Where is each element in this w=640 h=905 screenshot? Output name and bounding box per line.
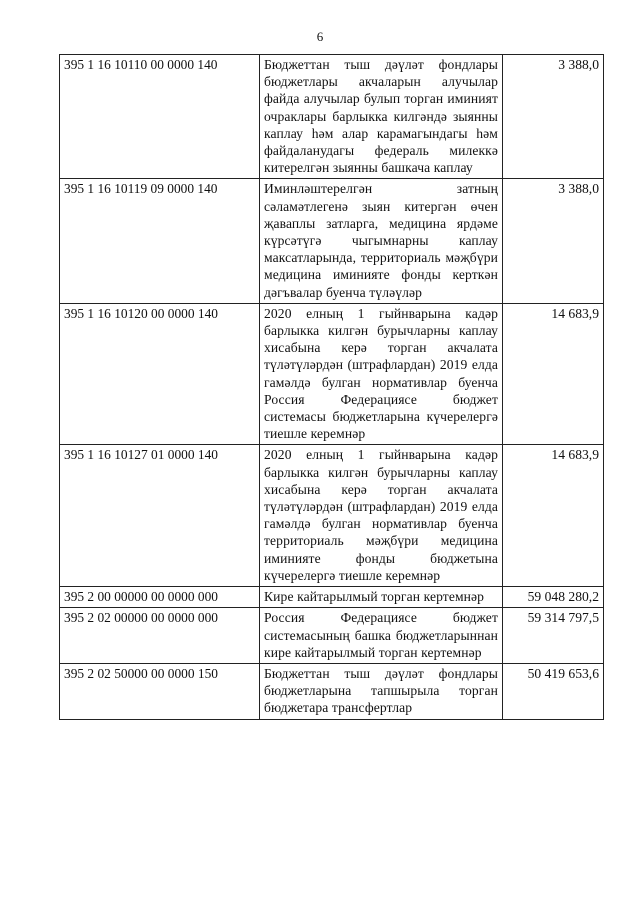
row-description: 2020 елның 1 гыйнварына кадәр барлыкка килгән бурычларны каплау хисабына керә торган акчалата түләтүләрдән (штрафлардан) 2019 елда гамәлдә булган нормативлар буенча Россия Федерациясе бюджет системасы бюджетларына күчерелергә тиешле керемнәр xyxy=(260,303,503,445)
budget-table xyxy=(59,54,604,720)
budget-code: 395 1 16 10119 09 0000 140 xyxy=(60,179,260,303)
row-description: Бюджеттан тыш дәүләт фондлары бюджетлары акчаларын алучылар файда алучылар булып торган иминият очраклары барлыкка килгәндә зыянны каплау һәм алар карамагындагы һәм файдаланудагы федераль милеккә китерелгән зыянны башкача каплау xyxy=(260,55,503,179)
table-row xyxy=(60,587,604,608)
budget-code: 395 1 16 10110 00 0000 140 xyxy=(60,55,260,179)
budget-code: 395 2 02 00000 00 0000 000 xyxy=(60,608,260,664)
budget-code: 395 1 16 10120 00 0000 140 xyxy=(60,303,260,445)
table-row xyxy=(60,663,604,719)
row-amount: 3 388,0 xyxy=(503,55,604,179)
row-amount: 50 419 653,6 xyxy=(503,663,604,719)
row-description: Иминләштерелгән затның сәламәтлегенә зыян китергән өчен җаваплы затларга, медицина ярдәме күрсәтүгә чыгымнарны каплау максатларында, территориаль мәҗбүри медицина иминияте фонды керткән дәгъвалар буенча түләүләр xyxy=(260,179,503,303)
row-amount: 59 314 797,5 xyxy=(503,608,604,664)
row-amount: 14 683,9 xyxy=(503,445,604,587)
row-description: Россия Федерациясе бюджет системасының башка бюджетларыннан кире кайтарылмый торган кертемнәр xyxy=(260,608,503,664)
table-row xyxy=(60,445,604,587)
row-description: 2020 елның 1 гыйнварына кадәр барлыкка килгән бурычларны каплау хисабына керә торган акчалата түләтүләрдән (штрафлардан) 2019 елда гамәлдә булган нормативлар буенча территориаль мәҗбүри медицина иминияте фонды бюджетына күчерелергә тиешле керемнәр xyxy=(260,445,503,587)
budget-code: 395 2 00 00000 00 0000 000 xyxy=(60,587,260,608)
row-amount: 14 683,9 xyxy=(503,303,604,445)
row-description: Кире кайтарылмый торган кертемнәр xyxy=(260,587,503,608)
row-description: Бюджеттан тыш дәүләт фондлары бюджетларына тапшырыла торган бюджетара трансфертлар xyxy=(260,663,503,719)
table-row xyxy=(60,179,604,303)
budget-code: 395 1 16 10127 01 0000 140 xyxy=(60,445,260,587)
budget-code: 395 2 02 50000 00 0000 150 xyxy=(60,663,260,719)
row-amount: 59 048 280,2 xyxy=(503,587,604,608)
row-amount: 3 388,0 xyxy=(503,179,604,303)
table-row xyxy=(60,608,604,664)
table-row xyxy=(60,55,604,179)
table-row xyxy=(60,303,604,445)
page-number: 6 xyxy=(316,29,324,44)
